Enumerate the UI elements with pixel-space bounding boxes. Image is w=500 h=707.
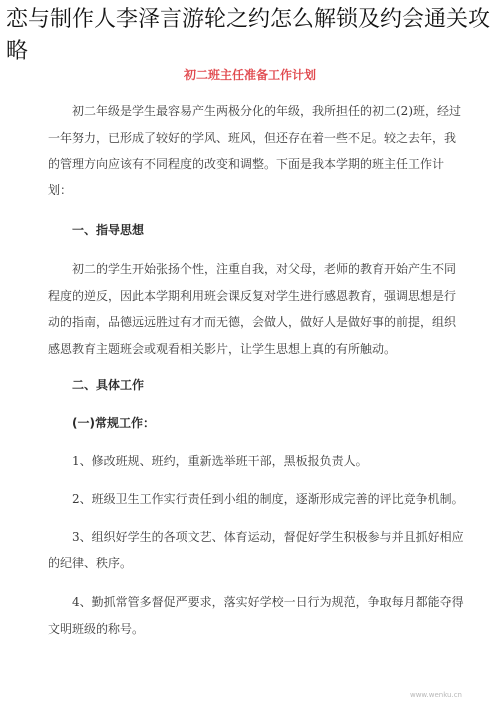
intro-line: 的管理方向应该有不同程度的改变和调整。下面是我本学期的班主任工作计 [48,157,445,171]
list-item-continuation: 的纪律、秩序。 [48,556,133,570]
document-title: 初二班主任准备工作计划 [183,68,316,82]
list-item-continuation: 文明班级的称号。 [48,622,145,636]
intro-line: 初二年级是学生最容易产生两极分化的年级，我所担任的初二(2)班，经过 [72,104,462,118]
section1-line: 动的指南，品德远远胜过有才而无德，会做人，做好人是做好事的前提，组织 [48,315,457,329]
list-item: 1、修改班规、班约，重新选举班干部，黑板报负责人。 [72,454,368,468]
article-title: 恋与制作人李泽言游轮之约怎么解锁及约会通关攻略 [6,7,491,64]
intro-line: 划： [48,183,73,197]
list-item: 2、班级卫生工作实行责任到小组的制度，逐渐形成完善的评比竞争机制。 [72,492,464,506]
subsection-heading-routine-work: (一)常规工作： [72,416,155,430]
intro-line: 一年努力，已形成了较好的学风、班风，但还存在着一些不足。较之去年，我 [48,131,457,145]
section-heading-specific-work: 二、具体工作 [72,378,145,392]
section1-line: 程度的逆反，因此本学期利用班会课反复对学生进行感恩教育，强调思想是行 [48,289,457,303]
watermark: www.wenku.cn [409,691,462,699]
list-item: 3、组织好学生的各项文艺、体育运动，督促好学生积极参与并且抓好相应 [72,530,464,544]
section1-line: 初二的学生开始张扬个性，注重自我，对父母，老师的教育开始产生不同 [72,262,457,276]
list-item: 4、勤抓常管多督促严要求，落实好学校一日行为规范，争取每月都能夺得 [72,595,464,609]
section1-line: 感恩教育主题班会或观看相关影片，让学生思想上真的有所触动。 [48,342,397,356]
section-heading-guiding-ideology: 一、指导思想 [72,223,145,237]
